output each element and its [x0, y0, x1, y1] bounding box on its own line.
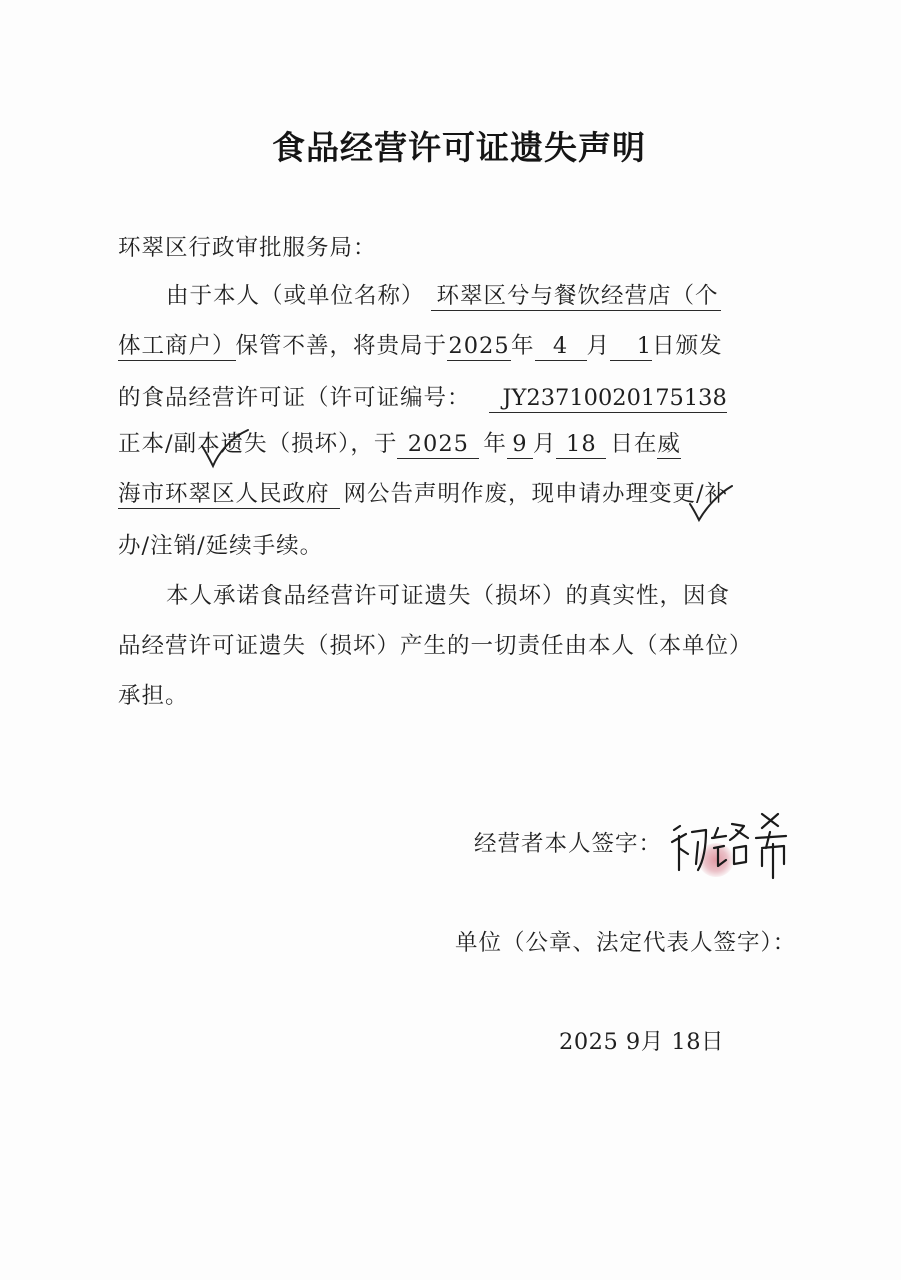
para2-line3: 承担。 — [118, 683, 189, 709]
notice-year: 2025 — [397, 432, 479, 459]
declaration-date: 2025 9月 18日 — [559, 1029, 725, 1055]
para1-line3-text: 的食品经营许可证（许可证编号： — [118, 385, 471, 411]
notice-day: 18 — [556, 432, 606, 459]
addressee: 环翠区行政审批服务局： — [118, 235, 377, 261]
para1-line5-text: 网公告声明作废，现申请办理变更/补 — [343, 481, 729, 507]
issue-year-char: 年 — [511, 333, 535, 359]
notice-place-part1: 威 — [657, 431, 681, 457]
license-number: JY23710020175138 — [489, 386, 727, 413]
issue-day: 1 — [610, 334, 652, 361]
para1-line1 — [166, 278, 721, 311]
notice-month-char: 月 — [532, 431, 557, 457]
unit-seal-label: 单位（公章、法定代表人签字）： — [455, 930, 797, 956]
para2-line2: 品经营许可证遗失（损坏）产生的一切责任由本人（本单位） — [118, 633, 753, 659]
para1-line2 — [118, 328, 723, 361]
para1-line2-suffix: 日颁发 — [652, 333, 723, 359]
para1-line4-suffix: 日在 — [610, 431, 658, 457]
checkmark-icon — [686, 482, 736, 524]
issue-month: 4 — [535, 334, 587, 361]
notice-month: 9 — [507, 432, 533, 459]
para1-line5 — [118, 476, 728, 509]
para1-line2-text: 保管不善，将贵局于 — [235, 333, 448, 359]
para1-line4-text: 正本/副本遗失（损坏），于 — [118, 431, 398, 457]
notice-place-part2: 海市环翠区人民政府 — [118, 482, 340, 509]
notice-year-char: 年 — [483, 431, 507, 457]
para1-line6: 办/注销/延续手续。 — [118, 533, 324, 559]
signature-label: 经营者本人签字： — [474, 831, 663, 857]
document-title: 食品经营许可证遗失声明 — [272, 128, 646, 167]
para2-line1: 本人承诺食品经营许可证遗失（损坏）的真实性，因食 — [166, 583, 731, 609]
handwritten-signature — [666, 808, 791, 888]
para1-line3 — [118, 380, 727, 413]
business-name-part2: 体工商户） — [118, 333, 236, 359]
issue-year: 2025 — [448, 333, 510, 359]
para1-prefix: 由于本人（或单位名称） — [166, 283, 425, 309]
checkmark-icon — [196, 424, 252, 472]
issue-month-char: 月 — [586, 333, 611, 359]
business-name-part1: 环翠区兮与餐饮经营店（个 — [431, 284, 721, 311]
